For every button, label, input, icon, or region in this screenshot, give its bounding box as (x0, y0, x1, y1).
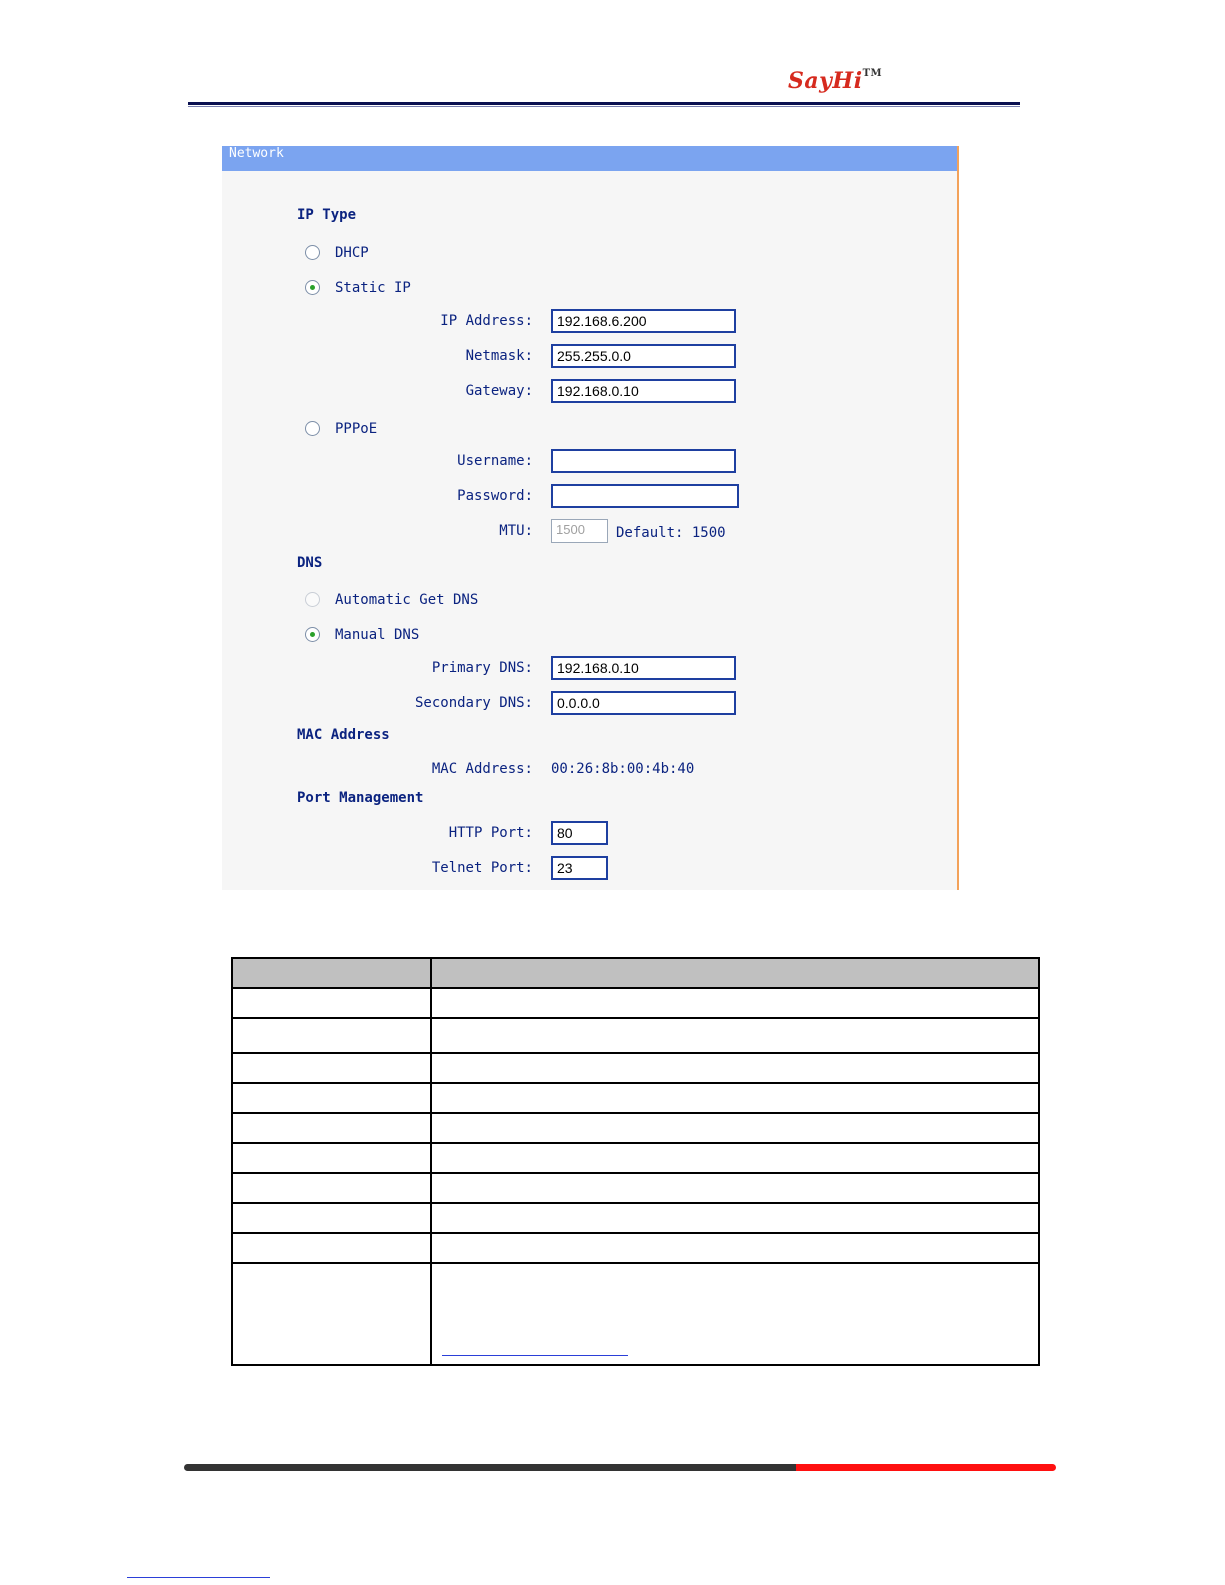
table-cell (431, 1113, 1039, 1143)
table-cell (232, 1053, 431, 1083)
table-header-cell (431, 958, 1039, 988)
table-cell (431, 1083, 1039, 1113)
pppoe-label[interactable]: PPPoE (335, 421, 378, 437)
table-cell (232, 1018, 431, 1053)
sayhi-logo (788, 68, 882, 94)
table-cell (232, 1083, 431, 1113)
netmask-label: Netmask: (465, 348, 533, 364)
table-cell (232, 1263, 431, 1365)
table-cell (431, 988, 1039, 1018)
static-ip-label[interactable]: Static IP (335, 280, 411, 296)
panel-title: Network (229, 146, 284, 161)
table-cell (431, 1173, 1039, 1203)
table-row (232, 1083, 1039, 1113)
manual-dns-label[interactable]: Manual DNS (335, 627, 420, 643)
primary-dns-field[interactable]: 192.168.0.10 (551, 656, 736, 680)
table-cell (431, 1143, 1039, 1173)
ip-address-label: IP Address: (440, 313, 533, 329)
parameter-table (231, 957, 1040, 1366)
table-header-cell (232, 958, 431, 988)
footer-bar-red (796, 1464, 1056, 1471)
panel-title-bar (222, 146, 957, 171)
table-row (232, 1173, 1039, 1203)
logo-text: SayHi (788, 68, 863, 94)
gateway-label: Gateway: (465, 383, 533, 399)
http-port-field[interactable]: 80 (551, 821, 608, 845)
footer-bar-dark (184, 1464, 796, 1471)
username-field[interactable] (551, 449, 736, 473)
auto-dns-radio[interactable] (305, 592, 320, 607)
password-label: Password: (457, 488, 533, 504)
netmask-field[interactable]: 255.255.0.0 (551, 344, 736, 368)
table-row (232, 1203, 1039, 1233)
mac-address-value: 00:26:8b:00:4b:40 (551, 761, 695, 777)
mtu-default-text: Default: 1500 (616, 525, 726, 541)
mac-address-label: MAC Address: (431, 761, 533, 777)
table-row (232, 988, 1039, 1018)
table-cell (232, 1203, 431, 1233)
table-cell (431, 1018, 1039, 1053)
table-row (232, 1143, 1039, 1173)
trademark-mark: TM (862, 67, 883, 79)
mtu-label: MTU: (499, 523, 533, 539)
http-port-label: HTTP Port: (448, 825, 533, 841)
table-row (232, 1263, 1039, 1365)
dhcp-label[interactable]: DHCP (335, 245, 369, 261)
ip-type-heading: IP Type (297, 207, 357, 223)
table-row (232, 1053, 1039, 1083)
table-header-row (232, 958, 1039, 988)
auto-dns-label[interactable]: Automatic Get DNS (335, 592, 479, 608)
secondary-dns-field[interactable]: 0.0.0.0 (551, 691, 736, 715)
pppoe-radio[interactable] (305, 421, 320, 436)
password-field[interactable] (551, 484, 739, 508)
table-cell (431, 1203, 1039, 1233)
table-cell (232, 1173, 431, 1203)
table-link-underline[interactable] (442, 1355, 628, 1356)
table-cell (431, 1053, 1039, 1083)
port-management-heading: Port Management (297, 790, 424, 806)
primary-dns-label: Primary DNS: (431, 660, 533, 676)
ip-address-field[interactable]: 192.168.6.200 (551, 309, 736, 333)
manual-dns-radio[interactable] (305, 627, 320, 642)
header-divider (188, 102, 1020, 105)
mac-heading: MAC Address (297, 727, 390, 743)
static-ip-radio[interactable] (305, 280, 320, 295)
telnet-port-label: Telnet Port: (431, 860, 533, 876)
table-cell (431, 1233, 1039, 1263)
username-label: Username: (457, 453, 533, 469)
table-cell (431, 1263, 1039, 1365)
table-row (232, 1233, 1039, 1263)
footer-link-underline[interactable] (127, 1577, 270, 1578)
table-row (232, 1018, 1039, 1053)
dns-heading: DNS (297, 555, 323, 571)
secondary-dns-label: Secondary DNS: (414, 695, 533, 711)
network-panel (222, 146, 959, 890)
table-cell (232, 1143, 431, 1173)
table-row (232, 1113, 1039, 1143)
table-cell (232, 1233, 431, 1263)
table-cell (232, 1113, 431, 1143)
telnet-port-field[interactable]: 23 (551, 856, 608, 880)
header-divider-thin (188, 106, 1020, 107)
dhcp-radio[interactable] (305, 245, 320, 260)
mtu-field[interactable]: 1500 (551, 519, 608, 543)
table-cell (232, 988, 431, 1018)
gateway-field[interactable]: 192.168.0.10 (551, 379, 736, 403)
